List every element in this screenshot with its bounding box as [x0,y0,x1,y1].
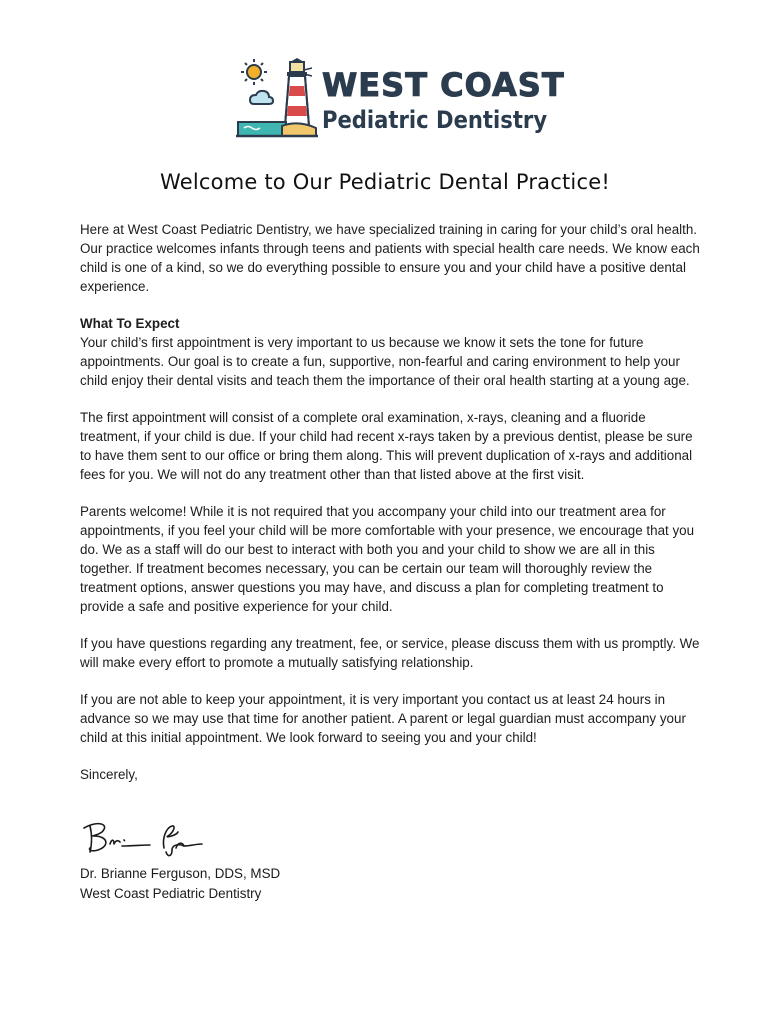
handwritten-signature [80,818,210,860]
logo-wordmark-line1: WEST COAST [322,66,565,104]
cancellation-paragraph: If you are not able to keep your appointment, it is very important you contact us at least 24 hours in advance so we may use that time for another patient. A parent or legal guardian must accompany your child at this initial appointment. We look forward to seeing you and your child! [80,692,686,745]
closing: Sincerely, [80,767,138,782]
intro-paragraph: Here at West Coast Pediatric Dentistry, we have specialized training in caring for your child’s oral health. Our practice welcomes infants through teens and patients with special health care needs. We know each child is one of a kind, so we do everything possible to ensure you and your child have a positive dental experience. [80,222,700,294]
expect-section [80,314,700,390]
parents-paragraph: Parents welcome! While it is not required that you accompany your child into our treatment area for appointments, if you feel your child will be more comfortable with your presence, we encourage that you do. We as a staff will do our best to interact with both you and your child to show we are all in this together. If treatment becomes necessary, you can be certain our team will thoroughly review the treatment options, answer questions you may have, and discuss a plan for completing treatment to provide a safe and positive experience for your child. [80,504,695,614]
practice-logo [234,56,565,144]
lighthouse-logo-icon [234,56,318,144]
signer-name: Dr. Brianne Ferguson, DDS, MSD [80,866,281,881]
letter-title: Welcome to Our Pediatric Dental Practice! [160,170,610,194]
letter-body [80,220,700,802]
expect-paragraph: Your child’s first appointment is very important to us because we know it sets the tone for future appointments. Our goal is to create a fun, supportive, non-fearful and caring environment to help your child enjoy their dental visits and teach them the importance of their oral health starting at a young age. [80,335,690,388]
expect-heading: What To Expect [80,316,180,331]
logo-wordmark-line2: Pediatric Dentistry [322,106,548,134]
signature-block [80,864,280,904]
questions-paragraph: If you have questions regarding any treatment, fee, or service, please discuss them with us promptly. We will make every effort to promote a mutually satisfying relationship. [80,636,700,670]
signer-organization: West Coast Pediatric Dentistry [80,886,262,901]
first-appointment-paragraph: The first appointment will consist of a complete oral examination, x-rays, cleaning and a fluoride treatment, if your child is due. If your child had recent x-rays taken by a previous dentist, please be sure to have them sent to our office or bring them along. This will prevent duplication of x-rays and additional fees for you. We will not do any treatment other than that listed above at the first visit. [80,410,693,482]
